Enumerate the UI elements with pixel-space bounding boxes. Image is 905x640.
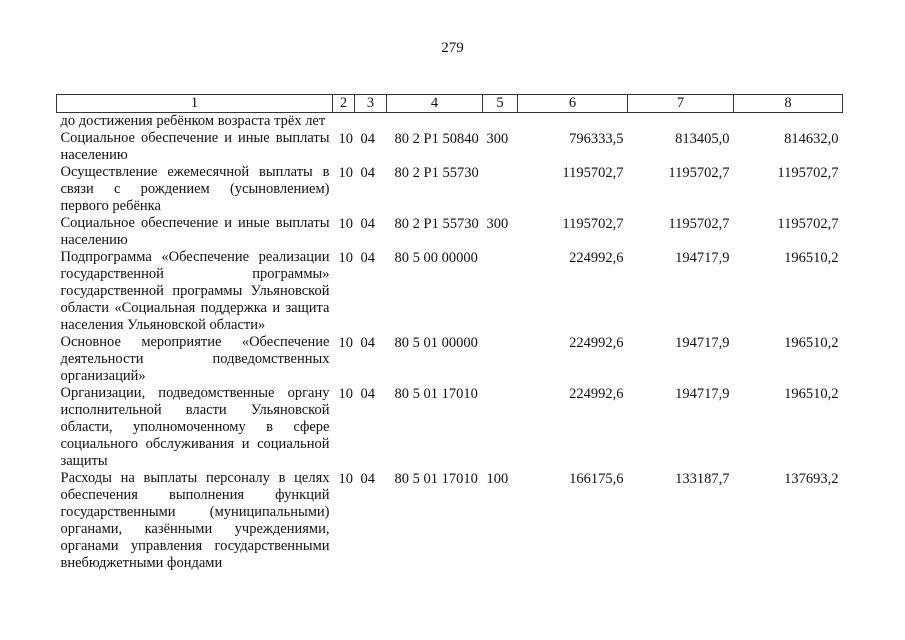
table-row — [57, 470, 843, 572]
row-expense-type: 300 — [486, 131, 509, 147]
table-row — [57, 113, 843, 131]
table-row — [57, 164, 843, 215]
table-row — [57, 130, 843, 164]
row-section: 10 — [338, 250, 353, 266]
row-section: 10 — [338, 216, 353, 232]
budget-table — [56, 94, 843, 572]
row-target-article: 80 5 01 17010 — [394, 471, 478, 487]
row-name: Социальное обеспечение и иные выплаты населению — [60, 130, 330, 163]
row-name: Осуществление ежемесячной выплаты в связи с рождением (усыновлением) первого ребёнка — [60, 164, 330, 214]
col-header-6: 6 — [518, 95, 628, 113]
table-body — [57, 113, 843, 573]
col-header-2: 2 — [333, 95, 355, 113]
row-section: 10 — [338, 471, 353, 487]
table-row — [57, 249, 843, 334]
row-name: Социальное обеспечение и иные выплаты населению — [60, 215, 330, 248]
row-section: 10 — [338, 386, 353, 402]
row-amount-year2: 194717,9 — [675, 335, 730, 351]
row-subsection: 04 — [360, 250, 375, 266]
row-expense-type — [483, 385, 518, 470]
row-name: Основное мероприятие «Обеспечение деятельности подведомственных организаций» — [60, 334, 330, 384]
row-section: 10 — [338, 335, 353, 351]
row-amount-year1 — [518, 113, 628, 131]
col-header-3: 3 — [355, 95, 387, 113]
row-amount-year3: 137693,2 — [784, 471, 839, 487]
row-amount-year2: 813405,0 — [675, 131, 730, 147]
table-row — [57, 385, 843, 470]
row-subsection: 04 — [360, 165, 375, 181]
row-amount-year2: 194717,9 — [675, 386, 730, 402]
row-amount-year1: 796333,5 — [569, 131, 624, 147]
col-header-1: 1 — [57, 95, 333, 113]
row-amount-year1: 224992,6 — [569, 386, 624, 402]
row-section — [333, 113, 355, 131]
row-amount-year3: 196510,2 — [784, 386, 839, 402]
row-expense-type: 100 — [486, 471, 509, 487]
row-target-article: 80 2 P1 55730 — [394, 216, 479, 232]
row-section: 10 — [338, 165, 353, 181]
table-row — [57, 334, 843, 385]
page-number: 279 — [441, 40, 464, 56]
row-amount-year1: 1195702,7 — [562, 216, 624, 232]
row-amount-year2 — [628, 113, 734, 131]
row-amount-year3 — [734, 113, 843, 131]
row-name: до достижения ребёнком возраста трёх лет — [60, 113, 326, 129]
header-row — [57, 95, 843, 113]
col-header-4: 4 — [387, 95, 483, 113]
row-target-article: 80 2 P1 55730 — [394, 165, 479, 181]
row-amount-year2: 1195702,7 — [668, 165, 730, 181]
row-target-article: 80 2 P1 50840 — [394, 131, 479, 147]
row-amount-year3: 1195702,7 — [777, 216, 839, 232]
col-header-8: 8 — [734, 95, 843, 113]
row-target-article: 80 5 00 00000 — [394, 250, 478, 266]
row-subsection: 04 — [360, 386, 375, 402]
row-target-article: 80 5 01 17010 — [394, 386, 478, 402]
row-expense-type: 300 — [486, 216, 509, 232]
row-amount-year2: 1195702,7 — [668, 216, 730, 232]
row-amount-year3: 196510,2 — [784, 250, 839, 266]
row-expense-type — [483, 113, 518, 131]
row-expense-type — [483, 249, 518, 334]
row-name: Подпрограмма «Обеспечение реализации государственной программы» государственной программы Ульяновской области «Социальная поддержка и защита населения Ульяновской области» — [60, 249, 330, 333]
row-target-article: 80 5 01 00000 — [394, 335, 478, 351]
row-expense-type — [483, 164, 518, 215]
row-subsection: 04 — [360, 471, 375, 487]
col-header-7: 7 — [628, 95, 734, 113]
row-section: 10 — [338, 131, 353, 147]
row-target-article — [387, 113, 483, 131]
row-amount-year1: 166175,6 — [569, 471, 624, 487]
row-name: Расходы на выплаты персоналу в целях обеспечения выполнения функций государственными (муниципальными) органами, казёнными учреждениями, органами управления государственными внебюджетными фондами — [60, 470, 330, 571]
row-subsection — [355, 113, 387, 131]
row-subsection: 04 — [360, 216, 375, 232]
row-amount-year1: 1195702,7 — [562, 165, 624, 181]
row-expense-type — [483, 334, 518, 385]
row-subsection: 04 — [360, 131, 375, 147]
row-amount-year3: 1195702,7 — [777, 165, 839, 181]
col-header-5: 5 — [483, 95, 518, 113]
row-amount-year3: 196510,2 — [784, 335, 839, 351]
row-amount-year2: 194717,9 — [675, 250, 730, 266]
table-row — [57, 215, 843, 249]
row-amount-year3: 814632,0 — [784, 131, 839, 147]
row-amount-year1: 224992,6 — [569, 335, 624, 351]
row-amount-year1: 224992,6 — [569, 250, 624, 266]
row-amount-year2: 133187,7 — [675, 471, 730, 487]
row-subsection: 04 — [360, 335, 375, 351]
row-name: Организации, подведомственные органу исполнительной власти Ульяновской области, уполномоченному в сфере социального обслуживания и социальной защиты — [60, 385, 330, 469]
